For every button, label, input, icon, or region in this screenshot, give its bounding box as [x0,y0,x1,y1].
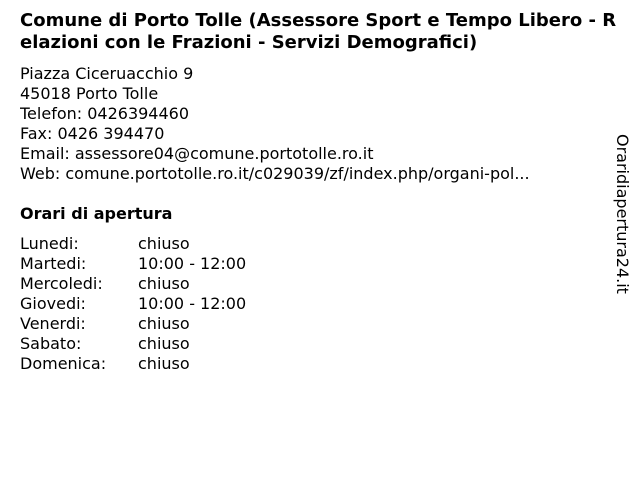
address-block [20,64,600,184]
day-label: Giovedi: [20,294,86,313]
time-value: chiuso [138,314,190,333]
page-title: Comune di Porto Tolle (Assessore Sport e Tempo Libero - Relazioni con le Frazioni - Servizi Demografici) [20,10,617,53]
time-value: 10:00 - 12:00 [138,254,247,273]
hours-row [20,354,246,374]
hours-row [20,294,246,314]
day-label: Martedi: [20,254,87,273]
hours-row [20,254,246,274]
day-label: Mercoledi: [20,274,103,293]
day-label: Sabato: [20,334,82,353]
time-value: chiuso [138,354,190,373]
time-value: chiuso [138,274,190,293]
city-postal: 45018 Porto Tolle [20,84,159,103]
time-value: chiuso [138,334,190,353]
day-label: Venerdi: [20,314,86,333]
phone-number: Telefon: 0426394460 [20,104,190,123]
hours-heading: Orari di apertura [20,204,173,223]
website-url: Web: comune.portotolle.ro.it/c029039/zf/index.php/organi-pol... [20,164,530,183]
time-value: 10:00 - 12:00 [138,294,247,313]
hours-row [20,234,246,254]
hours-table [20,234,246,374]
fax-number: Fax: 0426 394470 [20,124,165,143]
hours-row [20,274,246,294]
day-label: Domenica: [20,354,107,373]
day-label: Lunedi: [20,234,79,253]
brand-watermark: Oraridiapertura24.it [613,134,632,294]
street-address: Piazza Ciceruacchio 9 [20,64,194,83]
email-address: Email: assessore04@comune.portotolle.ro.it [20,144,374,163]
hours-row [20,314,246,334]
hours-row [20,334,246,354]
time-value: chiuso [138,234,190,253]
